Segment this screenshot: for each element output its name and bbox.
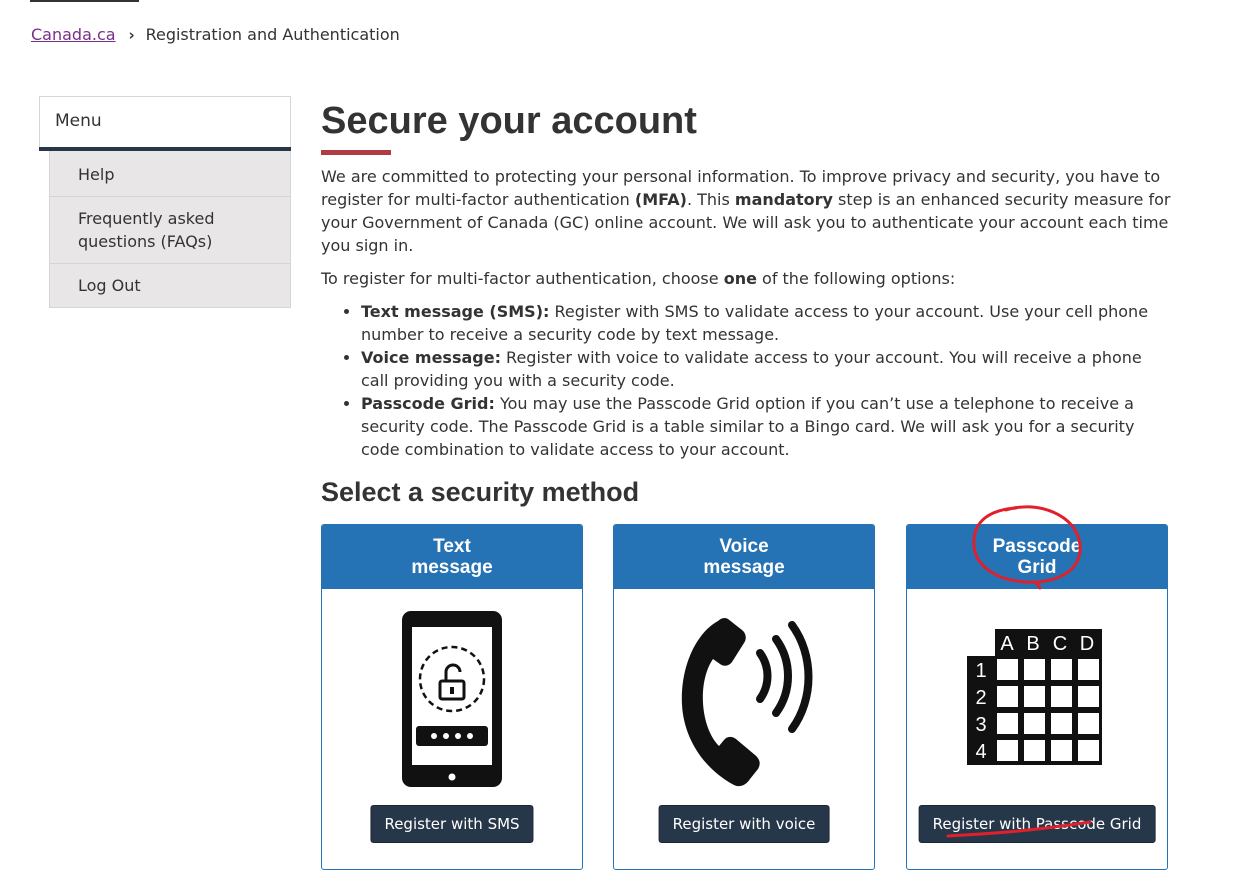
intro-mfa: (MFA) [634,190,687,209]
card-passcode-grid [906,524,1168,870]
option-name: Voice message: [361,348,501,367]
choose-paragraph [321,267,1171,290]
option-text: Register with voice to validate access to your account. You will receive a phone call providing you with a security code. [361,348,1142,390]
grid-col-label: B [1026,633,1040,655]
intro-text: . This [686,190,735,209]
card-voice-title [614,525,874,589]
intro-paragraph [321,165,1171,257]
card-title-line: Text [433,536,471,557]
grid-col-label: A [1000,633,1014,655]
option-name: Passcode Grid: [361,394,495,413]
grid-col-label: D [1079,633,1095,655]
grid-row-label: 3 [975,714,987,736]
register-passcode-grid-button[interactable]: Register with Passcode Grid [919,805,1156,843]
card-title-line: Grid [1017,557,1057,578]
breadcrumb-home-link[interactable]: Canada.ca [31,25,116,44]
card-sms-illustration [322,609,582,789]
breadcrumb-current: Registration and Authentication [145,25,400,44]
phone-handset-icon [674,609,814,789]
option-text: You may use the Passcode Grid option if you can’t use a telephone to receive a security code. The Passcode Grid is a table similar to a Bingo card. We will ask you for a security code combination to validate access to your account. [361,394,1135,459]
card-voice-illustration [614,609,874,789]
register-sms-button[interactable]: Register with SMS [370,805,533,843]
grid-row-label: 4 [975,741,987,763]
menu-item-logout[interactable]: Log Out [78,276,141,295]
option-text: Register with SMS to validate access to your account. Use your cell phone number to receive a security code by text message. [361,302,1149,344]
list-item [361,346,1171,392]
menu-title: Menu [39,96,291,147]
title-underline [321,150,391,155]
card-passcode-title [907,525,1167,589]
grid-row-label: 2 [975,687,987,709]
card-title-line: message [703,557,785,578]
chevron-right-icon: › [128,26,135,44]
options-list [321,300,1171,461]
card-voice [613,524,875,870]
page-title: Secure your account [321,100,697,142]
menu-list [49,151,291,308]
card-title-line: message [411,557,493,578]
section-title: Select a security method [321,477,640,507]
card-sms-title [322,525,582,589]
option-name: Text message (SMS): [361,302,550,321]
choose-text: To register for multi-factor authentication, choose [321,269,724,288]
choose-text: of the following options: [756,269,956,288]
intro-text: We are committed to protecting your personal information. To improve privacy and security, you have to register for multi-factor authentication [321,167,1161,209]
choose-one: one [723,269,757,288]
grid-col-label: C [1052,633,1068,655]
card-title-line: Passcode [992,536,1082,557]
top-rule [30,0,139,2]
card-title-line: Voice [719,536,769,557]
list-item [361,300,1171,346]
register-voice-button[interactable]: Register with voice [659,805,830,843]
menu-item-help[interactable]: Help [50,151,290,197]
main-content [321,98,1171,833]
mobile-phone-icon [400,609,504,789]
security-method-cards [321,524,1171,870]
list-item [361,392,1171,461]
intro-text: step is an enhanced security measure for your Government of Canada (GC) online account. We will ask you to authenticate your account each time you sign in. [321,190,1171,255]
passcode-grid-icon [967,609,1107,789]
card-sms [321,524,583,870]
menu-item-faqs[interactable]: Frequently asked questions (FAQs) [50,197,290,264]
side-menu [39,96,291,308]
intro-mandatory: mandatory [734,190,833,209]
card-passcode-illustration [907,609,1167,789]
breadcrumb [31,24,400,46]
grid-row-label: 1 [975,660,987,682]
